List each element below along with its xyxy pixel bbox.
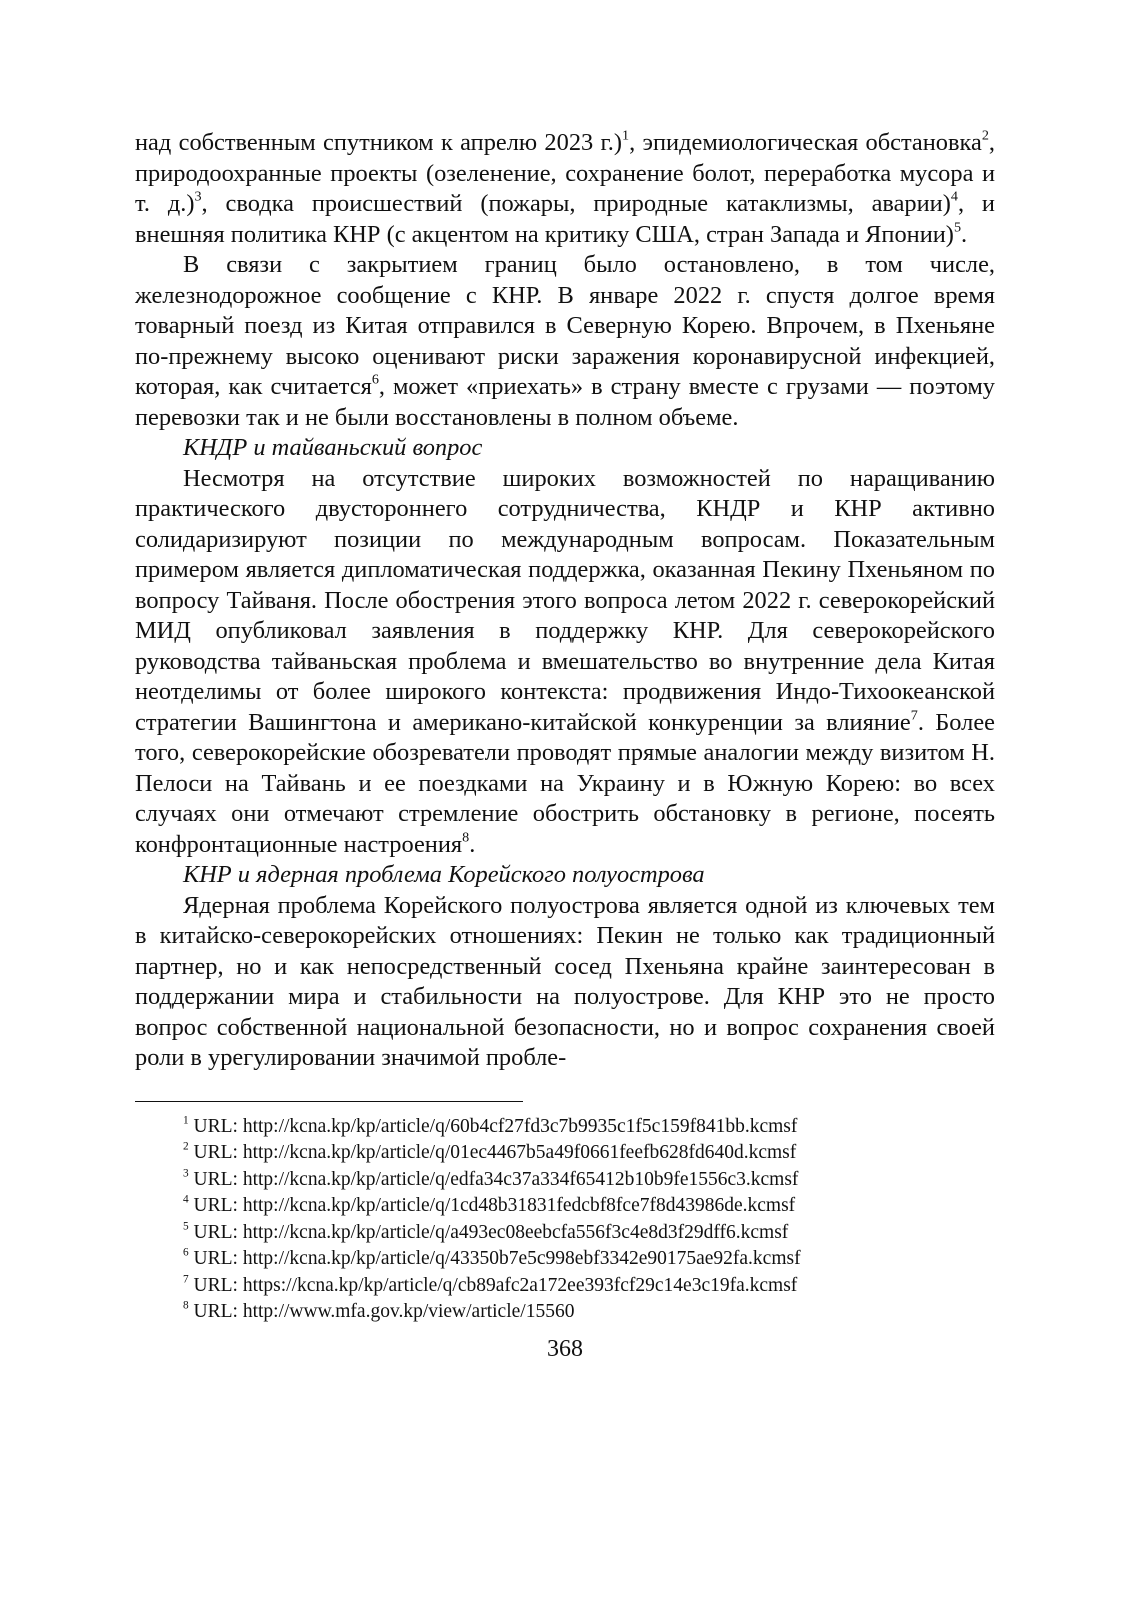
footnote-link[interactable]: URL: http://kcna.kp/kp/article/q/edfa34c37a334f65412b10b9fe1556c3.kcmsf <box>193 1168 799 1190</box>
footnote-7: $^7$ URL: https://kcna.kp/kp/article/q/cb89afc2a172ee393fcf29c14e3c19fa.kcmsf <box>183 1273 798 1296</box>
footnote-ref-8[interactable]: 8 <box>462 828 470 845</box>
footnote-ref-1[interactable]: 1 <box>622 127 630 144</box>
section-heading-nuclear: КНР и ядерная проблема Корейского полуострова <box>183 861 705 888</box>
footnote-link[interactable]: URL: http://kcna.kp/kp/article/q/01ec4467b5a49f0661feefb628fd640d.kcmsf <box>193 1142 797 1163</box>
footnote-link[interactable]: URL: http://www.mfa.gov.kp/view/article/15560 <box>193 1301 575 1322</box>
footnote-link[interactable]: URL: http://kcna.kp/kp/article/q/60b4cf27fd3c7b9935c1f5c159f841bb.kcmsf <box>193 1115 798 1137</box>
footnote-ref-4[interactable]: 4 <box>950 188 958 205</box>
document-page <box>135 128 995 1363</box>
body-text <box>135 128 995 1074</box>
paragraph-1: над собственным спутником к апрелю 2023 г.)$^1$, эпидемиологическая обстановка$^2$, природоохранные проекты (озеленение, сохранение болот, переработка мусора и т. д.)$^3$, сводка происшествий (пожары, природные катаклизмы, аварии)$^4$, и внешняя политика КНР (с акцентом на критику США, стран Запада и Японии)$^5$. <box>135 127 995 248</box>
section-heading-taiwan: КНДР и тайваньский вопрос <box>183 434 483 461</box>
footnote-ref-6[interactable]: 6 <box>371 371 379 388</box>
footnote-4: $^4$ URL: http://kcna.kp/kp/article/q/1cd48b31831fedcbf8fce7f8d43986de.kcmsf <box>183 1193 796 1216</box>
footnote-link[interactable]: URL: http://kcna.kp/kp/article/q/1cd48b31831fedcbf8fce7f8d43986de.kcmsf <box>193 1195 796 1216</box>
footnote-6: $^6$ URL: http://kcna.kp/kp/article/q/43350b7e5c998ebf3342e90175ae92fa.kcmsf <box>183 1246 801 1269</box>
footnote-1: $^1$ URL: http://kcna.kp/kp/article/q/60b4cf27fd3c7b9935c1f5c159f841bb.kcmsf <box>183 1114 798 1137</box>
footnotes <box>135 1114 995 1326</box>
footnote-5: $^5$ URL: http://kcna.kp/kp/article/q/a493ec08eebcfa556f3c4e8d3f29dff6.kcmsf <box>183 1220 789 1243</box>
footnote-link[interactable]: URL: http://kcna.kp/kp/article/q/a493ec08eebcfa556f3c4e8d3f29dff6.kcmsf <box>193 1221 789 1243</box>
footnote-ref-2[interactable]: 2 <box>981 127 989 144</box>
footnote-link[interactable]: URL: https://kcna.kp/kp/article/q/cb89afc2a172ee393fcf29c14e3c19fa.kcmsf <box>193 1274 798 1296</box>
page-number: 368 <box>547 1335 583 1362</box>
footnote-ref-5[interactable]: 5 <box>953 218 962 235</box>
footnote-divider <box>135 1101 523 1102</box>
paragraph-2: В связи с закрытием границ было остановлено, в том числе, железнодорожное сообщение с КНР. В январе 2022 г. спустя долгое время товарный поезд из Китая отправился в Северную Корею. Впрочем, в Пхеньяне по-прежнему высоко оценивают риски заражения коронавирусной инфекцией, которая, как считается$^6$, может «приехать» в страну вместе с грузами — поэтому перевозки так и не были восстановлены в полном объеме. <box>135 251 995 431</box>
footnote-8: $^8$ URL: http://www.mfa.gov.kp/view/article/15560 <box>183 1299 575 1322</box>
footnote-ref-7[interactable]: 7 <box>910 706 918 723</box>
footnote-3: $^3$ URL: http://kcna.kp/kp/article/q/edfa34c37a334f65412b10b9fe1556c3.kcmsf <box>183 1167 799 1190</box>
paragraph-3: Несмотря на отсутствие широких возможностей по наращиванию практического двустороннего сотрудничества, КНДР и КНР активно солидаризируют позиции по международным вопросам. Показательным примером является дипломатическая поддержка, оказанная Пекину Пхеньяном по вопросу Тайваня. После обострения этого вопроса летом 2022 г. северокорейский МИД опубликовал заявления в поддержку КНР. Для северокорейского руководства тайваньская проблема и вмешательство во внутренние дела Китая неотделимы от более широкого контекста: продвижения Индо-Тихоокеанской стратегии Вашингтона и американо-китайской конкуренции за влияние$^7$. Более того, северокорейские обозреватели проводят прямые аналогии между визитом Н. Пелоси на Тайвань и ее поездками на Украину и в Южную Корею: во всех случаях они отмечают стремление обострить обстановку в регионе, посеять конфронтационные настроения$^8$. <box>135 464 995 858</box>
footnote-link[interactable]: URL: http://kcna.kp/kp/article/q/43350b7e5c998ebf3342e90175ae92fa.kcmsf <box>193 1248 801 1269</box>
paragraph-4: Ядерная проблема Корейского полуострова является одной из ключевых тем в китайско-северокорейских отношениях: Пекин не только как традиционный партнер, но и как непосредственный сосед Пхеньяна крайне заинтересован в поддержании мира и стабильности на полуострове. Для КНР это не просто вопрос собственной национальной безопасности, но и вопрос сохранения своей роли в урегулировании значимой пробле- <box>135 891 995 1071</box>
footnote-ref-3[interactable]: 3 <box>194 188 202 205</box>
footnote-2: $^2$ URL: http://kcna.kp/kp/article/q/01ec4467b5a49f0661feefb628fd640d.kcmsf <box>183 1140 797 1163</box>
